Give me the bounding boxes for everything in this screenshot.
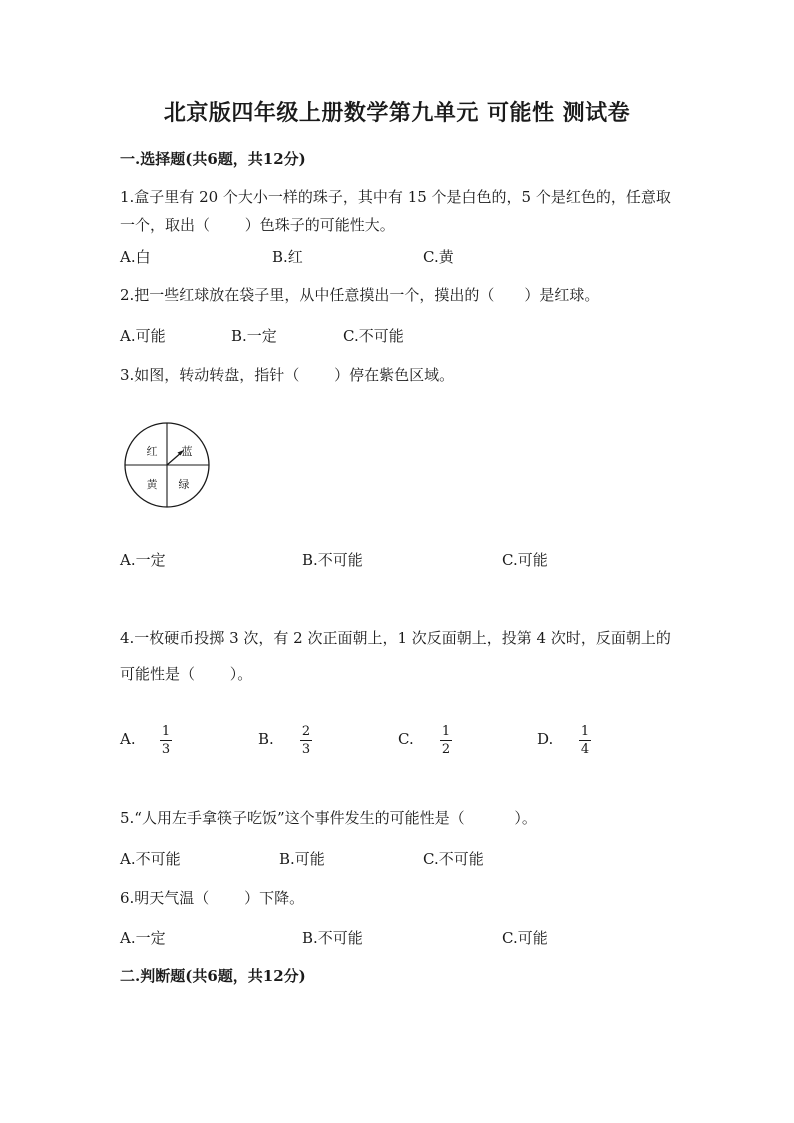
question-4-option-c-fraction — [439, 724, 453, 757]
question-6-option-b[interactable]: B.不可能 — [302, 929, 363, 947]
question-4-option-c[interactable]: C. — [398, 730, 414, 748]
fraction-numerator: 1 — [441, 724, 451, 739]
spinner-sector-red-label: 红 — [146, 445, 158, 458]
question-3-option-a[interactable]: A.一定 — [120, 551, 166, 569]
fraction-bar — [160, 740, 172, 741]
spinner-sector-blue-label: 蓝 — [181, 445, 193, 458]
fraction-denominator: 3 — [301, 742, 311, 757]
question-5-option-c[interactable]: C.不可能 — [423, 850, 484, 868]
section-heading-true-false: 二.判断题(共6题，共12分) — [120, 967, 306, 985]
question-6-text: 6.明天气温（ ）下降。 — [120, 889, 305, 907]
fraction-denominator: 3 — [161, 742, 171, 757]
question-3-option-b[interactable]: B.不可能 — [302, 551, 363, 569]
fraction-numerator: 1 — [161, 724, 171, 739]
question-1-option-b[interactable]: B.红 — [272, 248, 303, 266]
question-1-option-a[interactable]: A.白 — [120, 248, 151, 266]
question-4-option-a[interactable]: A. — [120, 730, 136, 748]
question-1-text: 1.盒子里有 20 个大小一样的珠子，其中有 15 个是白色的，5 个是红色的，任意取一个，取出（ ）色珠子的可能性大。 — [120, 188, 671, 234]
question-1-option-c[interactable]: C.黄 — [423, 248, 454, 266]
section-heading-multiple-choice: 一.选择题(共6题，共12分) — [120, 150, 306, 168]
question-3-option-c[interactable]: C.可能 — [502, 551, 548, 569]
question-5-option-a[interactable]: A.不可能 — [120, 850, 181, 868]
question-4-option-d-fraction — [578, 724, 592, 757]
fraction-bar — [440, 740, 452, 741]
fraction-bar — [579, 740, 591, 741]
spinner-diagram — [122, 420, 212, 510]
question-4-option-a-fraction — [159, 724, 173, 757]
question-2-option-a[interactable]: A.可能 — [120, 327, 166, 345]
fraction-numerator: 1 — [580, 724, 590, 739]
spinner-sector-yellow-label: 黄 — [146, 478, 158, 491]
fraction-bar — [300, 740, 312, 741]
fraction-denominator: 2 — [441, 742, 451, 757]
page-title: 北京版四年级上册数学第九单元 可能性 测试卷 — [163, 100, 631, 126]
question-4-text: 4.一枚硬币投掷 3 次，有 2 次正面朝上，1 次反面朝上，投第 4 次时，反面朝上的可能性是（ ）。 — [120, 629, 671, 683]
question-4-option-d[interactable]: D. — [537, 730, 554, 748]
question-2-text: 2.把一些红球放在袋子里，从中任意摸出一个，摸出的（ ）是红球。 — [120, 286, 600, 304]
question-5-option-b[interactable]: B.可能 — [279, 850, 325, 868]
spinner-sector-green-label: 绿 — [178, 478, 190, 491]
question-2-option-b[interactable]: B.一定 — [231, 327, 277, 345]
question-3-text: 3.如图，转动转盘，指针（ ）停在紫色区域。 — [120, 366, 455, 384]
question-6-option-a[interactable]: A.一定 — [120, 929, 166, 947]
fraction-numerator: 2 — [301, 724, 311, 739]
question-4-option-b-fraction — [299, 724, 313, 757]
question-6-option-c[interactable]: C.可能 — [502, 929, 548, 947]
fraction-denominator: 4 — [580, 742, 590, 757]
question-4-option-b[interactable]: B. — [258, 730, 274, 748]
question-5-text: 5.“人用左手拿筷子吃饭”这个事件发生的可能性是（ ）。 — [120, 809, 537, 827]
question-2-option-c[interactable]: C.不可能 — [343, 327, 404, 345]
